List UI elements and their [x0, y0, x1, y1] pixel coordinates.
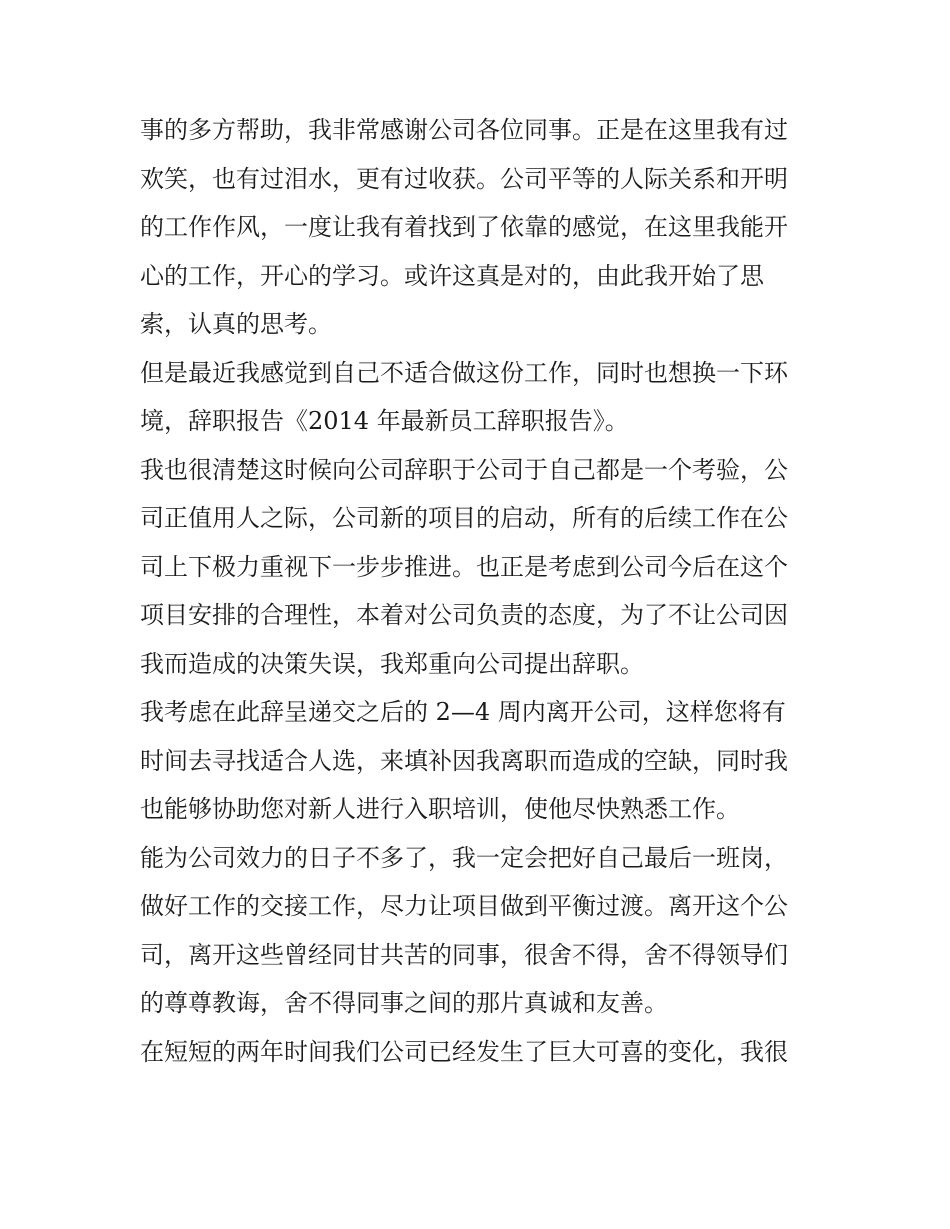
paragraph-6: 在短短的两年时间我们公司已经发生了巨大可喜的变化，我很 — [140, 1037, 788, 1066]
paragraph-5: 能为公司效力的日子不多了，我一定会把好自己最后一班岗， 做好工作的交接工作，尽力让项目做到平衡过渡。离开这个公 司，离开这些曾经同甘共苦的同事，很舍不得，舍不得领导们 的尊尊教诲，舍不得同事之间的那片真诚和友善。 — [140, 843, 788, 1017]
paragraph-2: 但是最近我感觉到自己不适合做这份工作，同时也想换一下环 境，辞职报告《2014 年最新员工辞职报告》。 — [140, 358, 788, 435]
paragraph-4: 我考虑在此辞呈递交之后的 2—4 周内离开公司，这样您将有 时间去寻找适合人选，来填补因我离职而造成的空缺，同时我 也能够协助您对新人进行入职培训，使他尽快熟悉工作。 — [140, 698, 788, 823]
paragraph-1: 事的多方帮助，我非常感谢公司各位同事。正是在这里我有过 欢笑，也有过泪水，更有过收获。公司平等的人际关系和开明 的工作作风，一度让我有着找到了依靠的感觉，在这里我能开 心的工作，开心的学习。或许这真是对的，由此我开始了思 索，认真的思考。 — [140, 116, 788, 338]
paragraph-3: 我也很清楚这时候向公司辞职于公司于自己都是一个考验，公 司正值用人之际，公司新的项目的启动，所有的后续工作在公 司上下极力重视下一步步推进。也正是考虑到公司今后在这个 项目安排的合理性，本着对公司负责的态度，为了不让公司因 我而造成的决策失误，我郑重向公司提出辞职。 — [140, 455, 788, 678]
body-text — [140, 106, 812, 1076]
